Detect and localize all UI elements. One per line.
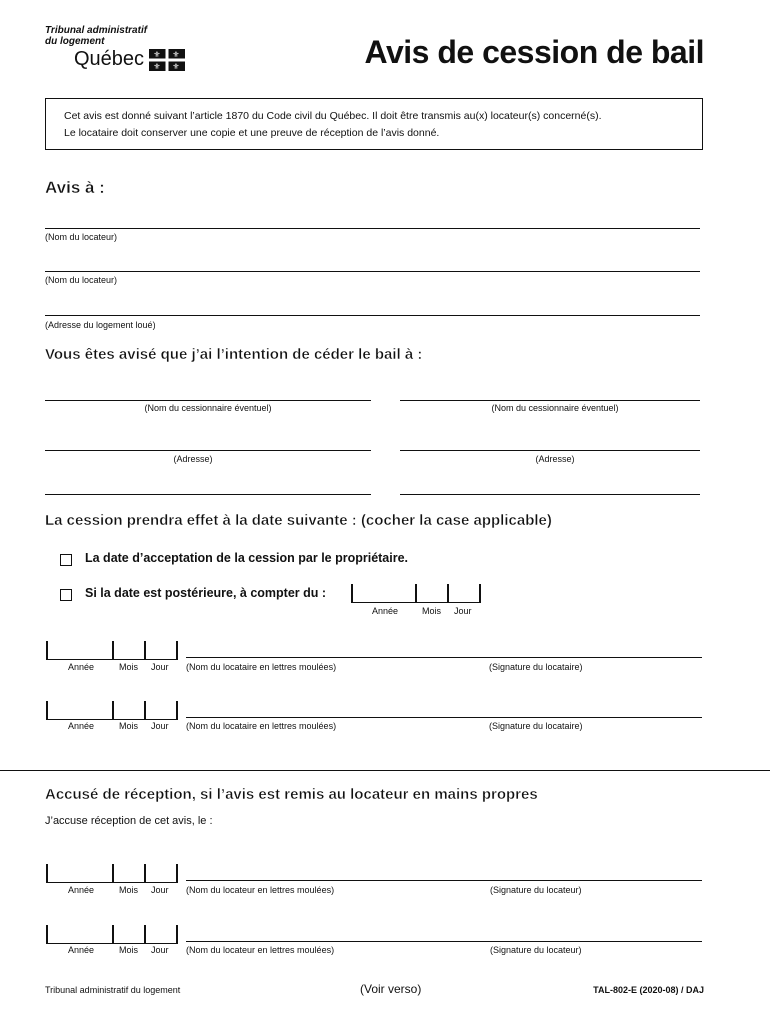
locataire-annee-label-1: Année [68,662,95,672]
cessionnaire-address-extra-field-1[interactable] [45,494,371,495]
locataire-name-label-2: (Nom du locataire en lettres moulées) [186,721,337,731]
locataire-jour-label-1: Jour [151,662,169,672]
cessionnaire-name-label-1: (Nom du cessionnaire éventuel) [144,403,272,413]
cessionnaire-name-field-1[interactable] [45,400,371,401]
svg-text:⚜: ⚜ [152,61,161,71]
locateur-name-field-1[interactable] [45,228,700,229]
cession-heading: Vous êtes avisé que j’ai l’intention de céder le bail à : [45,346,423,363]
logement-address-field[interactable] [45,315,700,316]
svg-text:⚜: ⚜ [152,49,161,59]
org-name-line1: Tribunal administratif [45,25,148,36]
locataire-annee-label-2: Année [68,721,95,731]
org-name [45,25,147,47]
avis-a-heading: Avis à : [45,178,105,197]
locataire-jour-label-2: Jour [151,721,169,731]
cessionnaire-address-label-1: (Adresse) [173,454,213,464]
locataire-mois-label-1: Mois [119,662,139,672]
org-name-line2: du logement [45,36,105,47]
footer-right: TAL-802-E (2020-08) / DAJ [593,985,704,995]
locateur-name-field-2[interactable] [45,271,700,272]
cessionnaire-name-field-2[interactable] [400,400,700,401]
effet-date-field[interactable] [351,584,481,603]
cessionnaire-address-extra-field-2[interactable] [400,494,700,495]
cessionnaire-address-field-1[interactable] [45,450,371,451]
option-posterieure-label: Si la date est postérieure, à compter du : [85,586,327,600]
notice-line1: Cet avis est donné suivant l’article 1870 du Code civil du Québec. Il doit être transmis au(x) locateur(s) concerné(s). [64,110,602,122]
quebec-logo-text: Québec [74,48,145,70]
locateur-name-signature-field-2[interactable] [186,941,702,942]
locateur-mois-label-1: Mois [119,885,139,895]
locataire-name-label-1: (Nom du locataire en lettres moulées) [186,662,337,672]
locataire-mois-label-2: Mois [119,721,139,731]
locateur-annee-label-1: Année [68,885,95,895]
locateur-annee-label-2: Année [68,945,95,955]
fleurdelise-icon [149,49,185,71]
logement-address-label: (Adresse du logement loué) [45,320,156,330]
locateur-name-signature-field-1[interactable] [186,880,702,881]
effet-jour-label: Jour [454,606,472,616]
notice-line2: Le locataire doit conserver une copie et une preuve de réception de l’avis donné. [64,127,440,139]
accuse-text: J’accuse réception de cet avis, le : [45,815,213,827]
option-acceptation-checkbox[interactable] [60,554,72,566]
footer-center: (Voir verso) [360,982,422,996]
page-title: Avis de cession de bail [364,34,704,70]
locateur-name-label-2: (Nom du locateur) [45,275,118,285]
notice-box [45,98,703,150]
date-effet-heading: La cession prendra effet à la date suivante : (cocher la case applicable) [45,512,552,529]
effet-annee-label: Année [372,606,399,616]
footer-left: Tribunal administratif du logement [45,985,181,995]
locataire-name-signature-field-2[interactable] [186,717,702,718]
locateur-date-field-1[interactable] [46,864,178,883]
cessionnaire-address-field-2[interactable] [400,450,700,451]
effet-mois-label: Mois [422,606,442,616]
locataire-date-field-1[interactable] [46,641,178,660]
cessionnaire-address-label-2: (Adresse) [535,454,575,464]
quebec-logo [74,48,185,71]
locataire-signature-label-2: (Signature du locataire) [489,721,583,731]
locataire-signature-label-1: (Signature du locataire) [489,662,583,672]
option-posterieure-checkbox[interactable] [60,589,72,601]
locateur-jour-label-1: Jour [151,885,169,895]
svg-text:⚜: ⚜ [171,61,180,71]
locateur-name-label-1: (Nom du locateur) [45,232,118,242]
locateur-signature-label-2: (Signature du locateur) [490,945,582,955]
cessionnaire-name-label-2: (Nom du cessionnaire éventuel) [491,403,619,413]
accuse-heading: Accusé de réception, si l’avis est remis au locateur en mains propres [45,786,538,803]
locateur-signature-label-1: (Signature du locateur) [490,885,582,895]
section-divider [0,770,770,771]
locateur-date-field-2[interactable] [46,925,178,944]
locataire-date-field-2[interactable] [46,701,178,720]
locataire-name-signature-field-1[interactable] [186,657,702,658]
locateur-name-label-2: (Nom du locateur en lettres moulées) [186,945,335,955]
locateur-jour-label-2: Jour [151,945,169,955]
option-acceptation-label: La date d’acceptation de la cession par le propriétaire. [85,551,409,565]
locateur-mois-label-2: Mois [119,945,139,955]
svg-text:⚜: ⚜ [171,49,180,59]
locateur-name-label-1: (Nom du locateur en lettres moulées) [186,885,335,895]
